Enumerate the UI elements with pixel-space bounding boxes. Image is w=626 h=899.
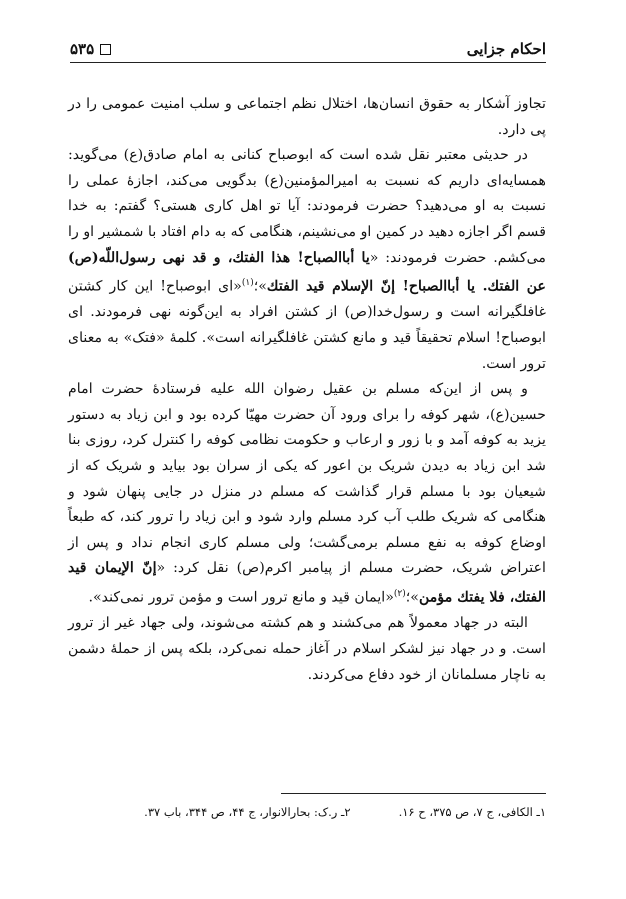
footnotes: [70, 805, 546, 819]
footnote-ref: (۱): [241, 278, 254, 289]
text-run: »؛: [253, 278, 267, 295]
chapter-title: احکام جزایی: [466, 40, 546, 58]
footnote-ref: (۲): [393, 589, 406, 600]
text-run: در حدیثی معتبر نقل شده است که ابوصباح کنانی به امام صادق‌(ع) می‌گوید: همسایه‌ای داریم که نسبت به امیرالمؤمنین‌(ع) بدگویی می‌کند، اجازهٔ عملی را نسبت به او می‌دهید؟ حضرت فرمودند: آیا تو اهل کاری هستی؟ گفتم: به خدا قسم اگر اجازه دهید در کمین او می‌نشینم، هنگامی که به دام افتاد با شمشیر او را می‌کشم. حضرت فرمودند: «: [68, 147, 546, 266]
text-run: »؛: [405, 589, 419, 606]
page-number: ۵۳۵: [70, 40, 95, 58]
paragraph: [68, 143, 546, 377]
page-header: [70, 40, 546, 63]
arabic-quote: إنّ الإیمان قید الفتك، فلا یفتك مؤمن: [68, 560, 546, 606]
footnote-divider: [281, 793, 546, 794]
arabic-quote: یا أباالصباح! هذا الفتك، و قد نهی رسول‌اللّه‌(ص) عن الفتك. یا أباالصباح! إنّ الإسلام قید الفتك: [68, 249, 546, 295]
footnote-2: ۲ـ ر.ک: بحارالانوار، ج ۴۴، ص ۳۴۴، باب ۳۷.: [144, 805, 351, 819]
text-run: تجاوز آشکار به حقوق انسان‌ها، اختلال نظم اجتماعی و سلب امنیت عمومی را در پی دارد.: [68, 96, 546, 138]
text-run: البته در جهاد معمولاً هم می‌کشند و هم کشته می‌شوند، ولی جهاد غیر از ترور است. و در جهاد نیز لشکر اسلام در آغاز حمله نمی‌کرد، بلکه پس از حملهٔ دشمن به ناچار مسلمانان از خود دفاع می‌کردند.: [68, 615, 546, 683]
text-run: «ایمان قید و مانع ترور است و مؤمن ترور نمی‌کند».: [88, 589, 394, 606]
text-run: و پس از این‌که مسلم بن عقیل رضوان الله علیه فرستادهٔ حضرت امام حسین‌(ع)، شهر کوفه را برای ورود آن حضرت مهیّا کرده بود و ابن زیاد به دستور یزید به کوفه آمد و با زور و ارعاب و حکومت نظامی کوفه را کنترل کرد، روزی بنا شد ابن زیاد به دیدن شریک بن اعور که یکی از سران بود بیاید و شریک که از شیعیان بود با مسلم قرار گذاشت که مسلم در منزل در جایی پنهان شود و هنگامی که شریک طلب آب کرد مسلم وارد شود و ابن زیاد را ترور کند، که طبعاً اوضاع کوفه به نفع مسلم برمی‌گشت؛ ولی مسلم کاری انجام نداد و پس از اعتراض شریک، حضرت مسلم از پیامبر اکرم‌(ص) نقل کرد: «: [68, 381, 546, 577]
text-run: «ای ابوصباح! این کار کشتن غافلگیرانه است و رسول‌خدا(ص) از کشتن افراد به این‌گونه نهی فرمودند. ای ابوصباح! اسلام تحقیقاً قید و مانع کشتن غافلگیرانه است». کلمهٔ «فتک» به معنای ترور است.: [68, 278, 546, 372]
paragraph: [68, 377, 546, 611]
page-number-group: [70, 40, 111, 58]
paragraph: [68, 611, 546, 688]
body-text: [68, 92, 546, 688]
paragraph: [68, 92, 546, 143]
footnote-1: ۱ـ الکافی، ج ۷، ص ۳۷۵، ح ۱۶.: [398, 805, 546, 819]
square-icon: [100, 44, 111, 55]
